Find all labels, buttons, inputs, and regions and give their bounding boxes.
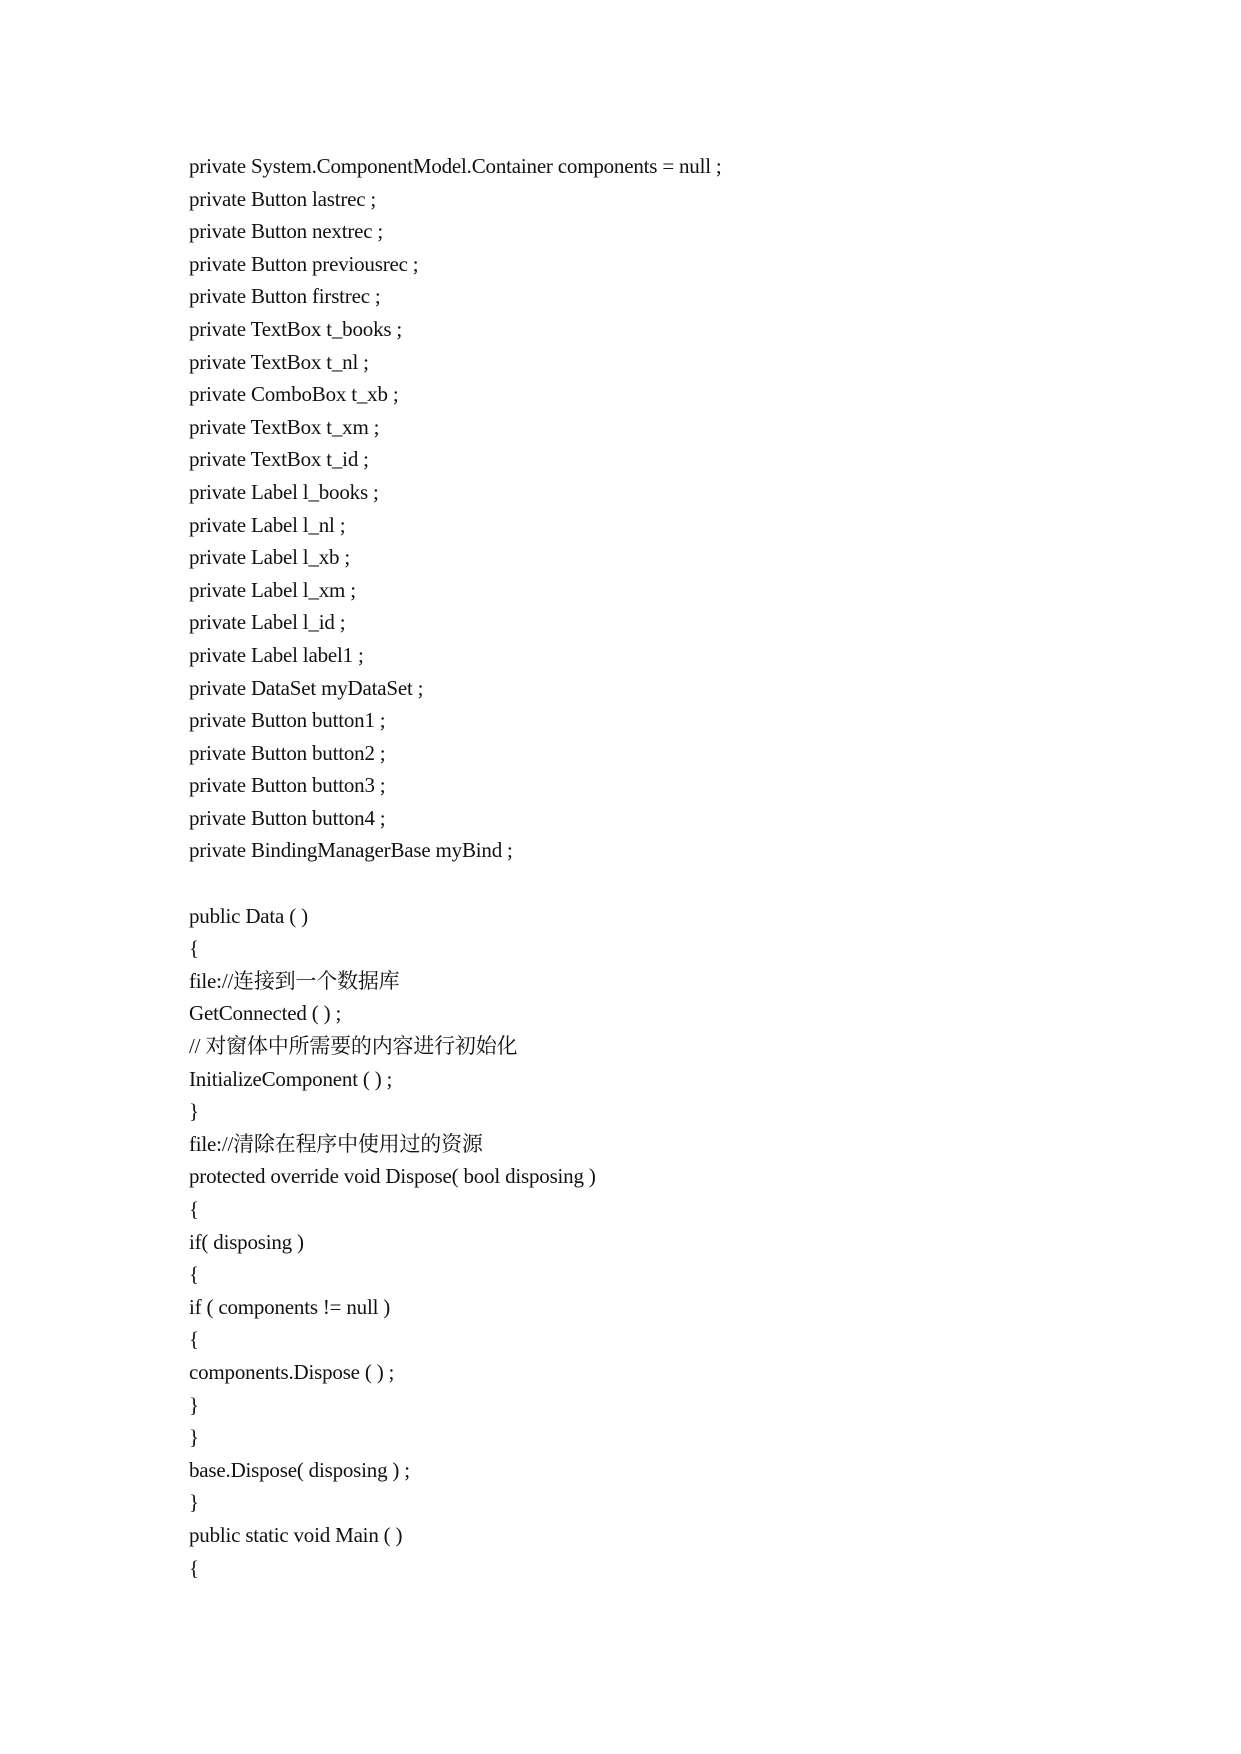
code-line: // 对窗体中所需要的内容进行初始化 <box>189 1034 518 1059</box>
code-line: } <box>189 1425 199 1450</box>
code-line: components.Dispose ( ) ; <box>189 1359 395 1384</box>
code-line: protected override void Dispose( bool disposing ) <box>189 1164 596 1189</box>
code-line: private DataSet myDataSet ; <box>189 675 424 700</box>
code-line: InitializeComponent ( ) ; <box>189 1066 393 1091</box>
code-line: { <box>189 1197 199 1221</box>
code-line: private Label l_books ; <box>189 479 379 504</box>
code-line: } <box>189 1099 199 1124</box>
code-line: private Label l_xb ; <box>189 545 351 570</box>
code-line: } <box>189 1490 199 1515</box>
code-line: private Button button4 ; <box>189 805 386 830</box>
code-line: private TextBox t_id ; <box>189 447 369 472</box>
code-line: private Button nextrec ; <box>189 219 384 244</box>
code-line: file://清除在程序中使用过的资源 <box>189 1131 483 1156</box>
code-line: { <box>189 936 199 961</box>
code-line: private BindingManagerBase myBind ; <box>189 838 513 863</box>
code-line: private Button button2 ; <box>189 740 386 765</box>
code-line: private TextBox t_books ; <box>189 316 403 341</box>
code-line: if( disposing ) <box>189 1229 304 1254</box>
code-line: { <box>189 1327 199 1352</box>
code-line: private Button button1 ; <box>189 708 386 733</box>
code-line: { <box>189 1262 199 1287</box>
code-line: private TextBox t_xm ; <box>189 414 380 439</box>
code-line: private Label l_xm ; <box>189 577 356 602</box>
code-line: { <box>189 1555 199 1580</box>
code-line: GetConnected ( ) ; <box>189 1001 342 1026</box>
code-line: private Label label1 ; <box>189 642 364 667</box>
code-line: private Button lastrec ; <box>189 186 377 211</box>
blank-line <box>189 867 1189 900</box>
code-line: private System.ComponentModel.Container components = null ; <box>189 154 722 178</box>
code-line: file://连接到一个数据库 <box>189 968 400 993</box>
code-line: private ComboBox t_xb ; <box>189 382 399 407</box>
code-line: private Button previousrec ; <box>189 251 419 276</box>
code-line: base.Dispose( disposing ) ; <box>189 1457 410 1482</box>
code-line: public Data ( ) <box>189 903 308 928</box>
code-line: if ( components != null ) <box>189 1294 391 1319</box>
code-line: private Button firstrec ; <box>189 284 381 309</box>
code-line: private Label l_nl ; <box>189 512 346 537</box>
code-line: public static void Main ( ) <box>189 1522 403 1547</box>
code-line: } <box>189 1392 199 1417</box>
code-line: private TextBox t_nl ; <box>189 349 369 374</box>
code-line: private Label l_id ; <box>189 610 346 635</box>
code-listing <box>189 150 1189 1584</box>
code-line: private Button button3 ; <box>189 773 386 798</box>
